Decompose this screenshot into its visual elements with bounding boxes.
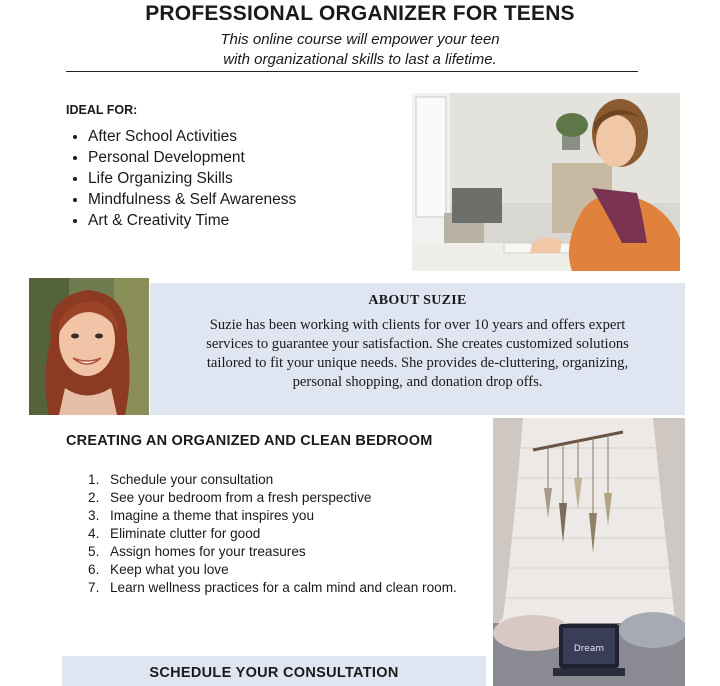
ideal-for-heading: IDEAL FOR:	[66, 103, 138, 117]
list-item: • After School Activities	[88, 126, 296, 147]
list-item: Assign homes for your treasures	[110, 544, 306, 559]
suzie-portrait-photo	[29, 278, 149, 415]
list-item: • Personal Development	[88, 147, 296, 168]
bedroom-photo	[493, 418, 685, 686]
list-item: • Art & Creativity Time	[88, 210, 296, 231]
bedroom-steps-list	[66, 471, 530, 597]
page-subtitle	[0, 30, 720, 70]
about-line-1: Suzie has been working with clients for over 10 years and offers expert	[209, 317, 626, 333]
teen-at-computer-photo	[412, 93, 680, 271]
list-item: Learn wellness practices for a calm mind and clean room.	[110, 580, 457, 595]
bedroom-heading: CREATING AN ORGANIZED AND CLEAN BEDROOM	[66, 433, 433, 449]
laptop-screen-text: Dream	[573, 644, 605, 654]
about-text	[164, 316, 671, 392]
page-title: PROFESSIONAL ORGANIZER FOR TEENS	[145, 2, 575, 25]
list-item: Imagine a theme that inspires you	[110, 508, 315, 523]
about-suzie-panel	[150, 283, 685, 415]
title-divider	[66, 71, 638, 72]
list-item: Schedule your consultation	[110, 472, 274, 487]
subtitle-line-2: with organizational skills to last a lifetime.	[223, 51, 497, 68]
schedule-consultation-panel[interactable]	[62, 656, 486, 686]
about-heading: ABOUT SUZIE	[368, 293, 467, 308]
list-item: Keep what you love	[110, 562, 229, 577]
list-item: Eliminate clutter for good	[110, 526, 261, 541]
about-line-3: tailored to fit your unique needs. She provides de-cluttering, organizing,	[206, 355, 629, 371]
list-item: • Life Organizing Skills	[88, 168, 296, 189]
about-line-4: personal shopping, and donation drop offs.	[292, 374, 543, 390]
schedule-consultation-label: SCHEDULE YOUR CONSULTATION	[149, 665, 399, 681]
list-item: See your bedroom from a fresh perspective	[110, 490, 372, 505]
subtitle-line-1: This online course will empower your teen	[220, 31, 500, 48]
about-line-2: services to guarantee your satisfaction. She creates customized solutions	[206, 336, 629, 352]
list-item: • Mindfulness & Self Awareness	[88, 189, 296, 210]
ideal-for-list	[66, 126, 296, 231]
